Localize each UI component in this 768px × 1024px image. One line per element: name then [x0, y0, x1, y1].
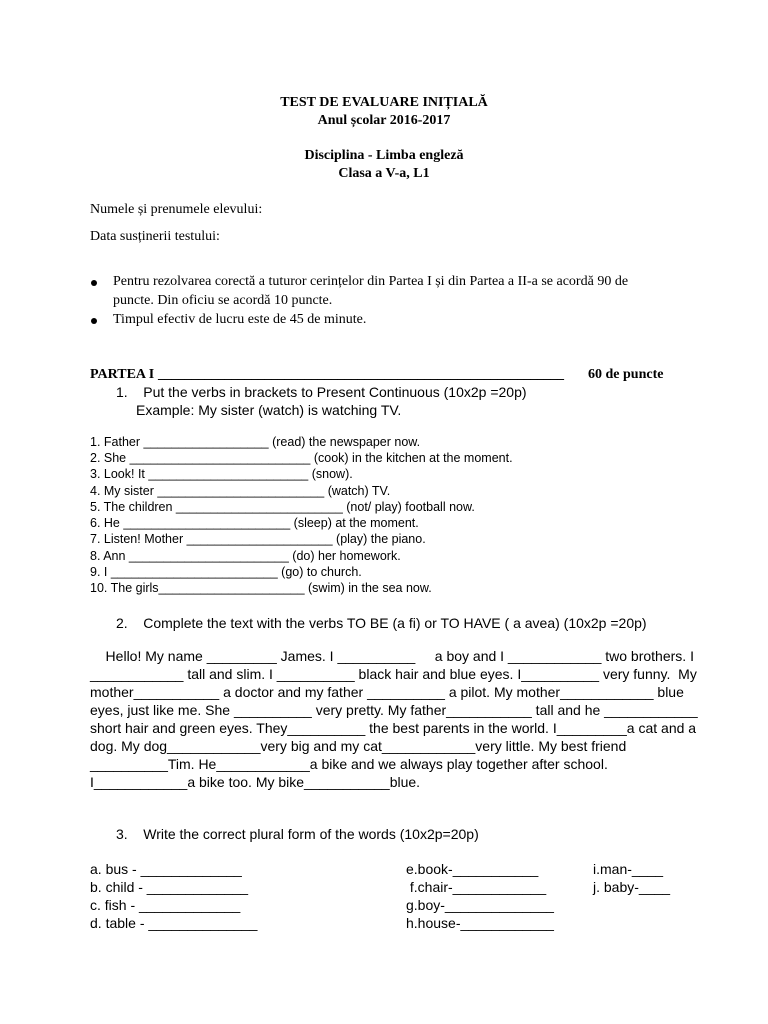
- ex1-item: 9. I ________________________ (go) to church.: [90, 565, 362, 579]
- ex3-item: j. baby-____: [593, 879, 671, 895]
- test-date-label: Data susținerii testului:: [90, 229, 220, 244]
- ex2-title: 2. Complete the text with the verbs TO BE (a fi) or TO HAVE ( a avea) (10x2p =20p): [116, 615, 647, 631]
- ex2-text-line: dog. My dog____________very big and my cat____________very little. My best friend: [90, 738, 627, 754]
- ex1-item: 7. Listen! Mother _____________________ (play) the piano.: [90, 532, 426, 546]
- ex2-text-line: eyes, just like me. She __________ very pretty. My father___________ tall and he ____________: [90, 702, 698, 718]
- school-year: Anul școlar 2016-2017: [317, 113, 451, 128]
- ex3-item: g.boy-______________: [406, 897, 554, 913]
- ex2-text-line: Hello! My name _________ James. I __________ a boy and I ____________ two brothers. I: [90, 648, 694, 664]
- ex2-text-line: mother___________ a doctor and my father __________ a pilot. My mother____________ blue: [90, 684, 684, 700]
- ex1-item: 3. Look! It _______________________ (snow).: [90, 467, 353, 481]
- ex1-item: 10. The girls_____________________ (swim) in the sea now.: [90, 581, 432, 595]
- ex1-item: 2. She __________________________ (cook) in the kitchen at the moment.: [90, 451, 513, 465]
- doc-title: TEST DE EVALUARE INIȚIALĂ: [280, 95, 488, 110]
- ex3-item: e.book-___________: [406, 861, 539, 877]
- ex1-item: 6. He ________________________ (sleep) at the moment.: [90, 516, 419, 530]
- discipline: Disciplina - Limba engleză: [304, 148, 464, 163]
- instruction-2: Timpul efectiv de lucru este de 45 de minute.: [113, 312, 367, 327]
- part1-line: _____________________________________________________________: [158, 367, 564, 382]
- ex1-title: 1. Put the verbs in brackets to Present Continuous (10x2p =20p): [116, 384, 527, 400]
- ex3-item: f.chair-____________: [406, 879, 547, 895]
- ex3-item: b. child - _____________: [90, 879, 249, 895]
- bullet-icon: [91, 280, 97, 286]
- ex1-example: Example: My sister (watch) is watching TV.: [136, 402, 402, 418]
- ex3-item: a. bus - _____________: [90, 861, 242, 877]
- ex3-item: d. table - ______________: [90, 915, 258, 931]
- instruction-1: Pentru rezolvarea corectă a tuturor cerințelor din Partea I și din Partea a II-a se acordă 90 de: [113, 274, 629, 289]
- bullet-icon: [91, 318, 97, 324]
- ex1-item: 8. Ann _______________________ (do) her homework.: [90, 549, 401, 563]
- ex2-text-line: short hair and green eyes. They__________ the best parents in the world. I_________a cat and a: [90, 720, 697, 736]
- part1-label: PARTEA I: [90, 367, 155, 382]
- ex2-text-line: ____________ tall and slim. I __________ black hair and blue eyes. I__________ very funny. My: [90, 666, 697, 682]
- ex2-text-line: I____________a bike too. My bike___________blue.: [90, 774, 421, 790]
- instruction-1-cont: puncte. Din oficiu se acordă 10 puncte.: [113, 293, 333, 308]
- ex3-item: c. fish - _____________: [90, 897, 241, 913]
- ex2-text-line: __________Tim. He____________a bike and we always play together after school.: [90, 756, 608, 772]
- ex3-item: i.man-____: [593, 861, 664, 877]
- part1-points: 60 de puncte: [588, 367, 664, 382]
- class-level: Clasa a V-a, L1: [338, 166, 430, 181]
- ex1-item: 4. My sister ________________________ (watch) TV.: [90, 484, 391, 498]
- ex1-item: 5. The children ________________________ (not/ play) football now.: [90, 500, 475, 514]
- ex1-item: 1. Father __________________ (read) the newspaper now.: [90, 435, 421, 449]
- student-name-label: Numele și prenumele elevului:: [90, 202, 263, 217]
- ex3-title: 3. Write the correct plural form of the words (10x2p=20p): [116, 826, 479, 842]
- ex3-item: h.house-____________: [406, 915, 554, 931]
